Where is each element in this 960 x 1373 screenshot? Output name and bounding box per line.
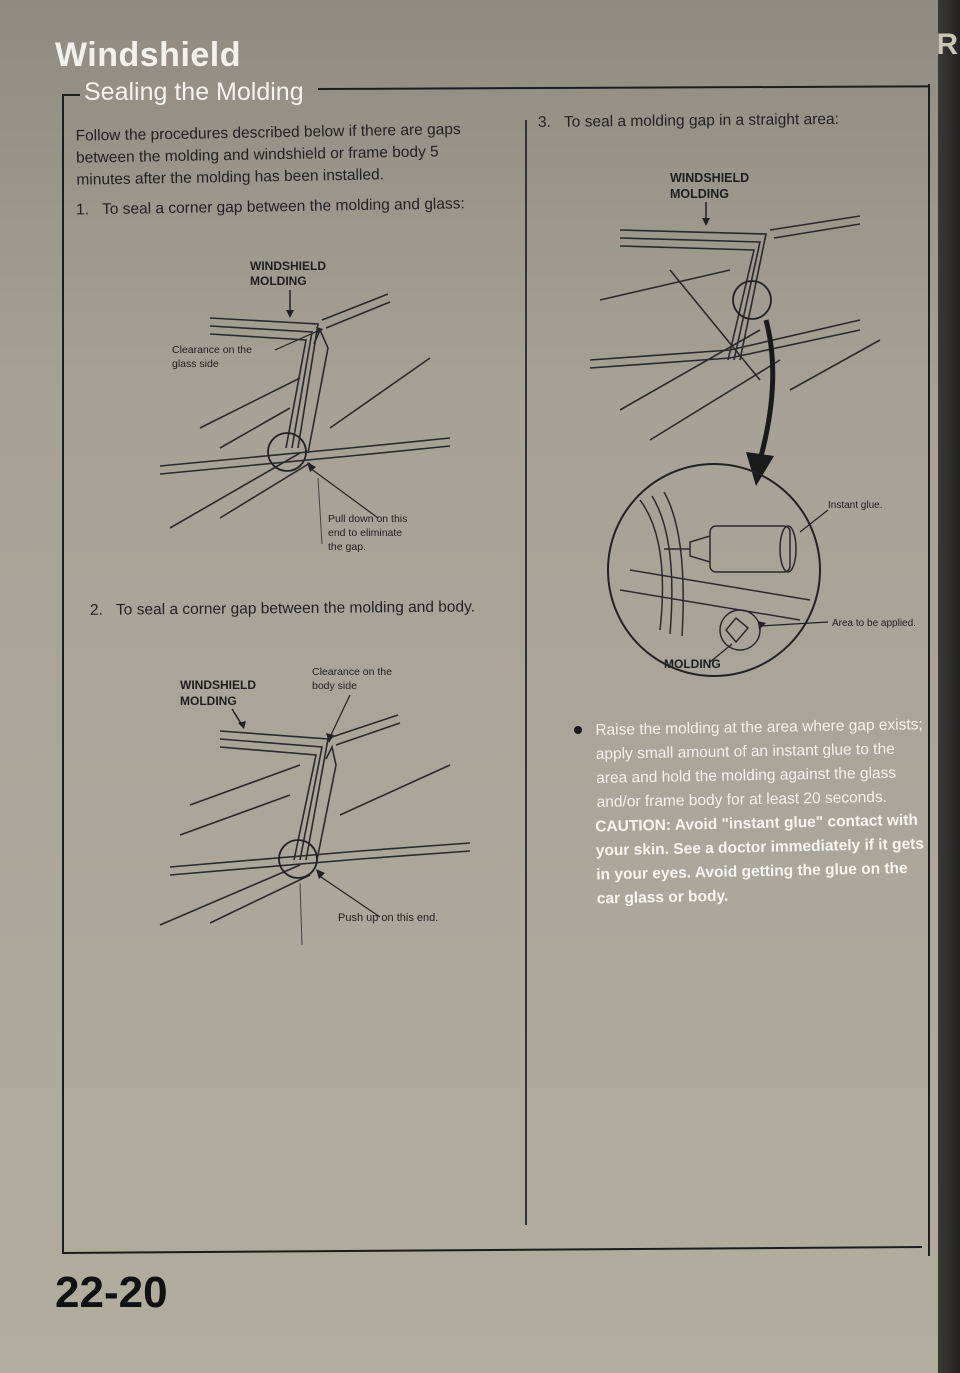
d2-push-line bbox=[300, 883, 302, 945]
next-page-edge bbox=[938, 0, 960, 1373]
frame-left bbox=[62, 94, 64, 1254]
frame-bottom bbox=[62, 1246, 922, 1254]
d1-action-2: end to eliminate bbox=[328, 527, 403, 539]
edge-tab-letter: R bbox=[936, 28, 958, 61]
d3-zoom-detail bbox=[620, 492, 810, 650]
d3-molding-label-1: WINDSHIELD bbox=[670, 171, 750, 185]
intro-paragraph: Follow the procedures described below if there are gaps between the molding and windshield or frame body 5 minutes after the molding has been installed. bbox=[75, 120, 461, 189]
column-divider bbox=[525, 120, 527, 1225]
diagram-straight-area bbox=[560, 160, 930, 700]
d1-pull-line bbox=[318, 478, 322, 544]
d3-instant-glue-label: Instant glue. bbox=[828, 500, 883, 511]
d2-molding-label-2: MOLDING bbox=[180, 694, 237, 708]
d2-action-1: Push up on this end. bbox=[338, 912, 439, 924]
d3-area-pointer bbox=[760, 622, 828, 626]
step-1-number: 1. bbox=[75, 201, 90, 219]
d3-area-label: Area to be applied. bbox=[832, 618, 916, 629]
step-3 bbox=[538, 108, 918, 134]
bullet-instruction: Raise the molding at the area where gap exists; apply small amount of an instant glue to the area and hold the molding against the glass and/or frame body for at least 20 seconds. bbox=[595, 716, 923, 811]
diagram-corner-body bbox=[150, 655, 480, 955]
caution-text: CAUTION: Avoid "instant glue" contact with your skin. See a doctor immediately if it gets in your eyes. Avoid getting the glue on the car glass or body. bbox=[595, 811, 925, 908]
frame-top-right bbox=[318, 85, 930, 90]
d1-molding-label-2: MOLDING bbox=[250, 274, 307, 288]
bullet-dot bbox=[574, 726, 582, 734]
step-3-text: To seal a molding gap in a straight area: bbox=[563, 110, 839, 131]
step-2-number: 2. bbox=[89, 601, 104, 619]
d1-action-1: Pull down on this bbox=[328, 513, 408, 525]
diagram-3-svg bbox=[560, 160, 930, 700]
frame-top-left bbox=[62, 94, 80, 96]
d3-molding-label-2: MOLDING bbox=[670, 187, 730, 201]
d2-action-arrowhead bbox=[316, 869, 325, 879]
diagram-1-svg bbox=[150, 248, 470, 568]
d2-clearance-1: Clearance on the bbox=[312, 666, 392, 678]
d1-action-arrowhead bbox=[307, 462, 316, 472]
d1-action-3: the gap. bbox=[328, 541, 366, 553]
page-title: Windshield bbox=[55, 36, 242, 74]
d2-molding-outline bbox=[160, 715, 470, 925]
d1-molding-outline bbox=[160, 294, 450, 528]
d1-molding-arrowhead bbox=[286, 310, 294, 318]
d3-molding-arrowhead bbox=[702, 218, 710, 226]
d1-clearance-2: glass side bbox=[172, 358, 219, 370]
d2-molding-label-1: WINDSHIELD bbox=[180, 678, 256, 692]
d2-detail-circle bbox=[279, 840, 317, 878]
d3-molding-detail-label: MOLDING bbox=[664, 657, 721, 671]
step-2 bbox=[90, 596, 510, 622]
d1-molding-label-1: WINDSHIELD bbox=[250, 259, 326, 273]
step-2-text: To seal a corner gap between the molding and body. bbox=[115, 598, 476, 619]
section-subtitle: Sealing the Molding bbox=[84, 78, 304, 106]
d1-clearance-1: Clearance on the bbox=[172, 344, 252, 356]
d2-clearance-pointer bbox=[330, 695, 350, 737]
step-1 bbox=[76, 193, 516, 222]
step-3-number: 3. bbox=[537, 113, 552, 131]
diagram-2-svg bbox=[150, 655, 480, 955]
d2-action-pointer bbox=[318, 875, 380, 917]
d2-clearance-2: body side bbox=[312, 680, 357, 692]
d3-molding-outline bbox=[590, 216, 880, 440]
d2-molding-arrowhead bbox=[238, 721, 246, 729]
step-1-text: To seal a corner gap between the molding and glass: bbox=[101, 195, 465, 219]
page-number: 22-20 bbox=[55, 1268, 168, 1317]
diagram-corner-glass bbox=[150, 248, 470, 568]
